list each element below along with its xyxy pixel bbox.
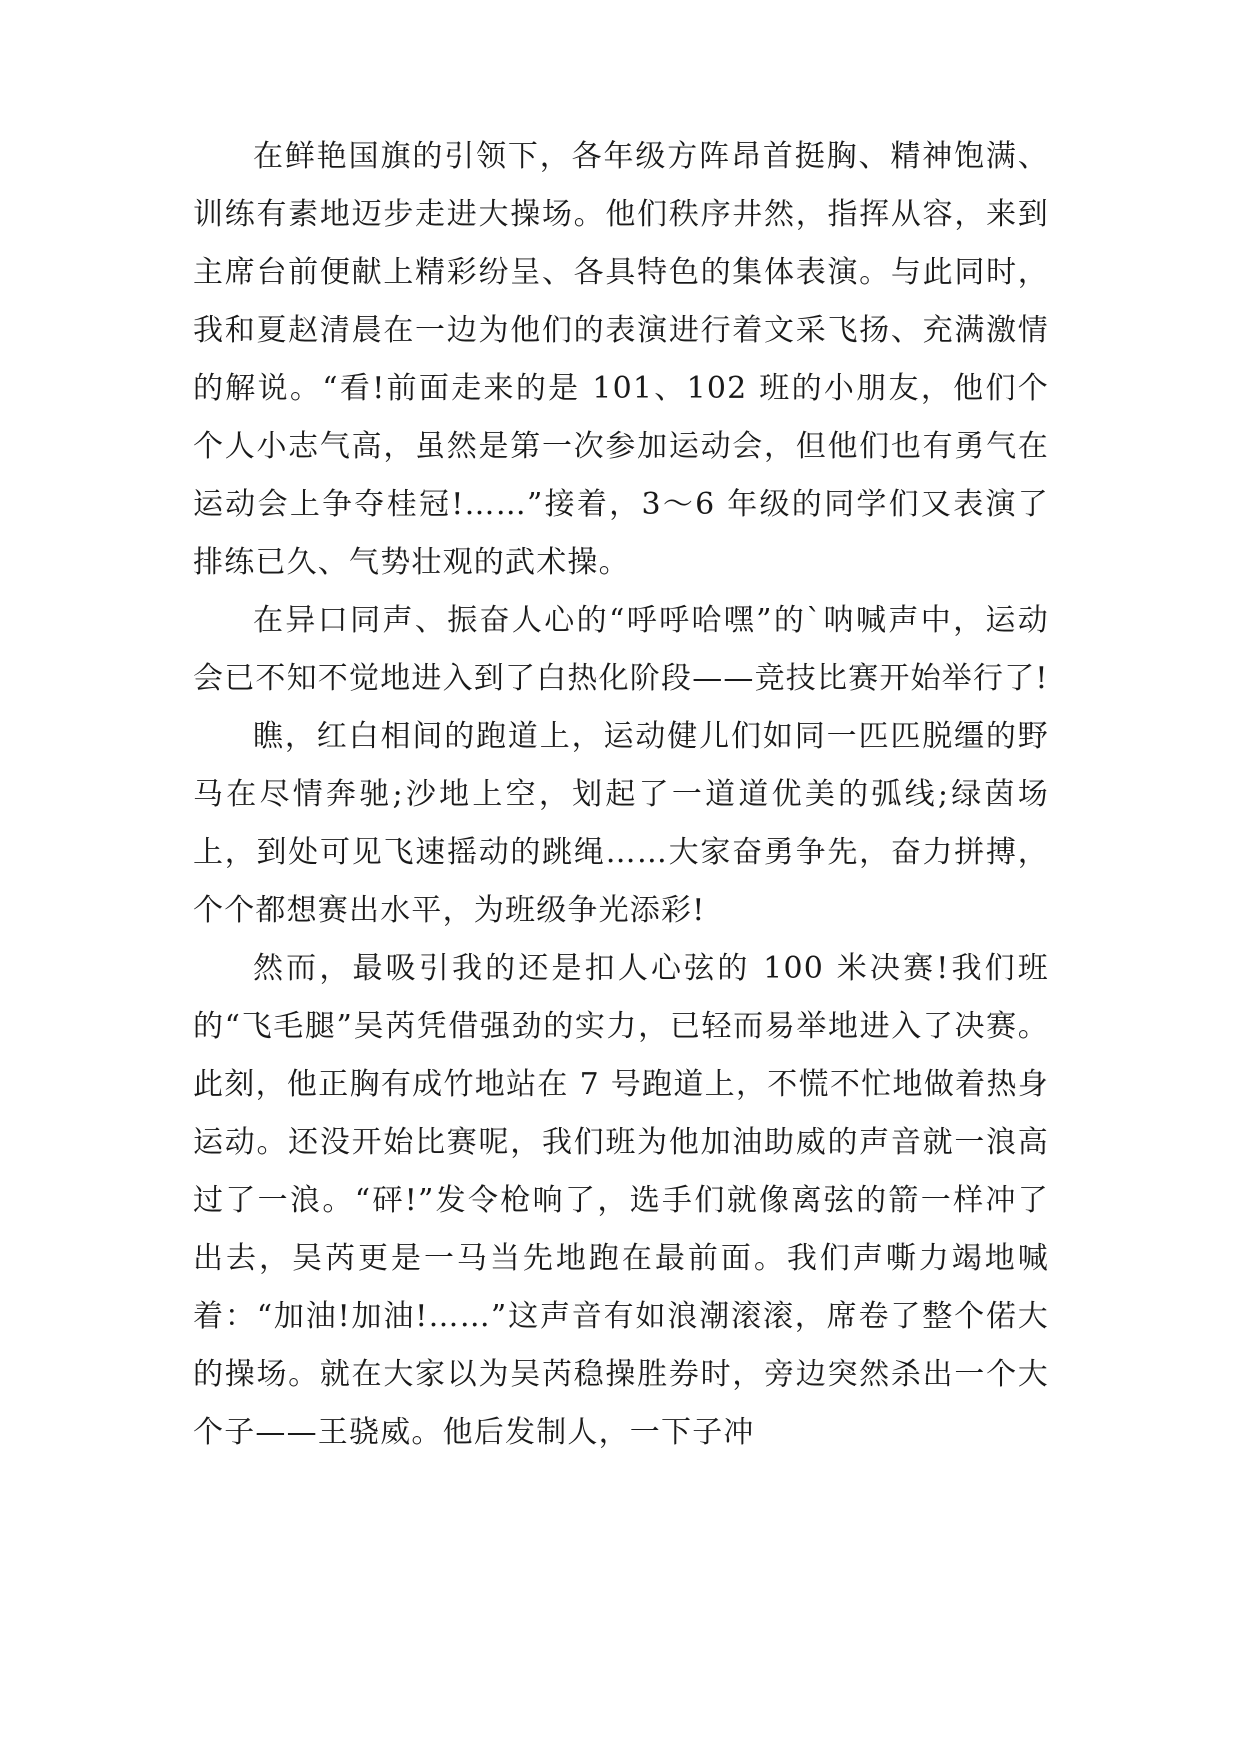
document-body [193,128,1049,1462]
paragraph-2: 在异口同声、振奋人心的“呼呼哈嘿”的`呐喊声中，运动会已不知不觉地进入到了白热化阶段——竞技比赛开始举行了! [193,603,1049,696]
paragraph-3: 瞧，红白相间的跑道上，运动健儿们如同一匹匹脱缰的野马在尽情奔驰;沙地上空，划起了一道道优美的弧线;绿茵场上，到处可见飞速摇动的跳绳……大家奋勇争先，奋力拼搏，个个都想赛出水平，为班级争光添彩! [193,719,1049,928]
paragraph-1: 在鲜艳国旗的引领下，各年级方阵昂首挺胸、精神饱满、训练有素地迈步走进大操场。他们秩序井然，指挥从容，来到主席台前便献上精彩纷呈、各具特色的集体表演。与此同时，我和夏赵清晨在一边为他们的表演进行着文采飞扬、充满激情的解说。“看!前面走来的是 101、102 班的小朋友，他们个个人小志气高，虽然是第一次参加运动会，但他们也有勇气在运动会上争夺桂冠!……”接着，3～6 年级的同学们又表演了排练已久、气势壮观的武术操。 [193,139,1049,580]
paragraph-4: 然而，最吸引我的还是扣人心弦的 100 米决赛!我们班的“飞毛腿”吴芮凭借强劲的实力，已轻而易举地进入了决赛。此刻，他正胸有成竹地站在 7 号跑道上，不慌不忙地做着热身运动。还没开始比赛呢，我们班为他加油助威的声音就一浪高过了一浪。“砰!”发令枪响了，选手们就像离弦的箭一样冲了出去，吴芮更是一马当先地跑在最前面。我们声嘶力竭地喊着：“加油!加油!……”这声音有如浪潮滚滚，席卷了整个偌大的操场。就在大家以为吴芮稳操胜券时，旁边突然杀出一个大个子——王骁威。他后发制人，一下子冲 [193,951,1049,1450]
